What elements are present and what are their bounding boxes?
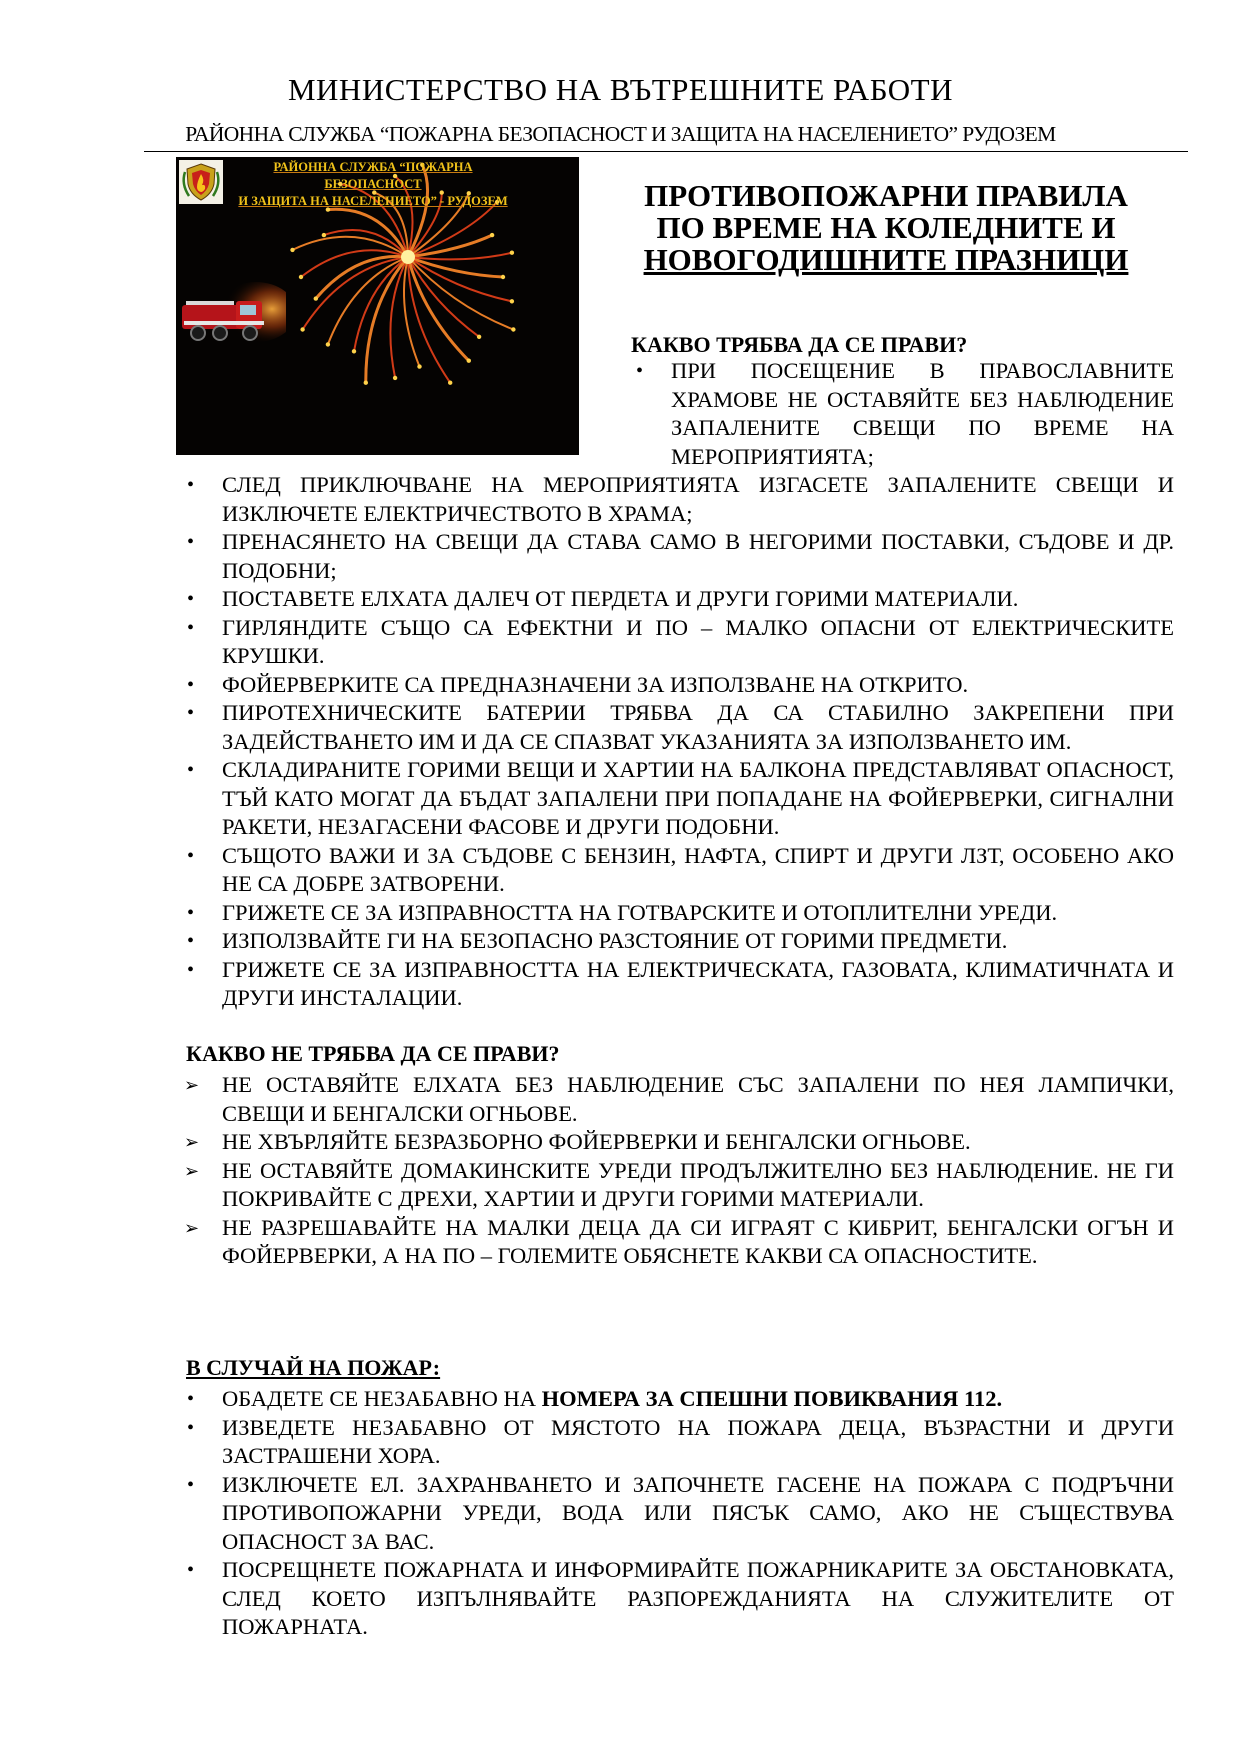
list-item-text: НЕ ОСТАВЯЙТЕ ЕЛХАТА БЕЗ НАБЛЮДЕНИЕ СЪС ЗАПАЛЕНИ ПО НЕЯ ЛАМПИЧКИ, СВЕЩИ И БЕНГАЛСКИ ОГНЬОВЕ. [222, 1072, 1174, 1126]
list-item-text: НЕ ХВЪРЛЯЙТЕ БЕЗРАЗБОРНО ФОЙЕРВЕРКИ И БЕНГАЛСКИ ОГНЬОВЕ. [222, 1129, 971, 1154]
bullet-icon: • [187, 1416, 195, 1439]
list-item-text: НЕ ОСТАВЯЙТЕ ДОМАКИНСКИТЕ УРЕДИ ПРОДЪЛЖИТЕЛНО БЕЗ НАБЛЮДЕНИЕ. НЕ ГИ ПОКРИВАЙТЕ С ДРЕХИ, ХАРТИИ И ДРУГИ ГОРИМИ МАТЕРИАЛИ. [222, 1157, 1174, 1211]
title-line3: НОВОГОДИШНИТЕ ПРАЗНИЦИ [643, 242, 1129, 277]
list-item-text: ГРИЖЕТЕ СЕ ЗА ИЗПРАВНОСТТА НА ГОТВАРСКИТЕ И ОТОПЛИТЕЛНИ УРЕДИ. [222, 899, 1058, 925]
list-item-text: ФОЙЕРВЕРКИТЕ СА ПРЕДНАЗНАЧЕНИ ЗА ИЗПОЛЗВАНЕ НА ОТКРИТО. [222, 671, 969, 697]
list-item-text: СКЛАДИРАНИТЕ ГОРИМИ ВЕЩИ И ХАРТИИ НА БАЛКОНА ПРЕДСТАВЛЯВАТ ОПАСНОСТ, ТЪЙ КАТО МОГАТ ДА БЪДАТ ЗАПАЛЕНИ ПРИ ПОПАДАНЕ НА ФОЙЕРВЕРКИ, СИГНАЛНИ РАКЕТИ, НЕЗАГАСЕНИ ФАСОВЕ И ДРУГИ ПОДОБНИ. [222, 757, 1174, 839]
bullet-icon: • [187, 1473, 195, 1496]
arrow-bullet-icon: ➢ [184, 1132, 200, 1152]
emergency-number: НОМЕРА ЗА СПЕШНИ ПОВИКВАНИЯ 112. [541, 1386, 1003, 1411]
bullet-icon: • [187, 930, 195, 952]
title-line1: ПРОТИВОПОЖАРНИ ПРАВИЛА [644, 178, 1128, 213]
header-photo [176, 157, 579, 455]
photo-caption-line1: РАЙОННА СЛУЖБА “ПОЖАРНА БЕЗОПАСНОСТ [273, 160, 473, 191]
list-item-text: СЛЕД ПРИКЛЮЧВАНЕ НА МЕРОПРИЯТИЯТА ИЗГАСЕТЕ ЗАПАЛЕНИТЕ СВЕЩИ И ИЗКЛЮЧЕТЕ ЕЛЕКТРИЧЕСТВОТО В ХРАМА; [222, 472, 1174, 526]
list-item [184, 1157, 1174, 1214]
list-item [187, 956, 1174, 1013]
arrow-bullet-icon: ➢ [184, 1075, 200, 1095]
list-item [187, 1556, 1174, 1642]
photo-caption-line2: И ЗАЩИТА НА НАСЕЛЕНИЕТО” - РУДОЗЕМ [238, 194, 508, 208]
ministry-heading: МИНИСТЕРСТВО НА ВЪТРЕШНИТЕ РАБОТИ [287, 72, 953, 107]
list-item-text: ИЗВЕДЕТЕ НЕЗАБАВНО ОТ МЯСТОТО НА ПОЖАРА ДЕЦА, ВЪЗРАСТНИ И ДРУГИ ЗАСТРАШЕНИ ХОРА. [222, 1414, 1174, 1468]
list-item [187, 842, 1174, 899]
list-item-text: ИЗПОЛЗВАЙТЕ ГИ НА БЕЗОПАСНО РАЗСТОЯНИЕ ОТ ГОРИМИ ПРЕДМЕТИ. [222, 928, 1008, 953]
list-item-text: ПОСТАВЕТЕ ЕЛХАТА ДАЛЕЧ ОТ ПЕРДЕТА И ДРУГИ ГОРИМИ МАТЕРИАЛИ. [222, 586, 1019, 611]
list-item-text: ПИРОТЕХНИЧЕСКИТЕ БАТЕРИИ ТРЯБВА ДА СА СТАБИЛНО ЗАКРЕПЕНИ ПРИ ЗАДЕЙСТВАНЕТО ИМ И ДА СЕ СПАЗВАТ УКАЗАНИЯТА ЗА ИЗПОЛЗВАНЕТО ИМ. [222, 700, 1174, 754]
service-heading: РАЙОННА СЛУЖБА “ПОЖАРНА БЕЗОПАСНОСТ И ЗАЩИТА НА НАСЕЛЕНИЕТО” РУДОЗЕМ [185, 122, 1056, 146]
list-item [187, 1385, 1174, 1414]
list-item [187, 756, 1174, 842]
list-item-text: ГИРЛЯНДИТЕ СЪЩО СА ЕФЕКТНИ И ПО – МАЛКО ОПАСНИ ОТ ЕЛЕКТРИЧЕСКИТЕ КРУШКИ. [222, 614, 1174, 668]
bullet-icon: • [636, 360, 644, 382]
list-item [187, 471, 1174, 528]
dont-heading: КАКВО НЕ ТРЯБВА ДА СЕ ПРАВИ? [186, 1041, 560, 1066]
list-item [187, 585, 1174, 614]
list-item [184, 1071, 1174, 1128]
bullet-icon: • [187, 958, 195, 981]
bullet-icon: • [187, 901, 195, 924]
list-item-text: СЪЩОТО ВАЖИ И ЗА СЪДОВЕ С БЕНЗИН, НАФТА, СПИРТ И ДРУГИ ЛЗТ, ОСОБЕНО АКО НЕ СА ДОБРЕ ЗАТВОРЕНИ. [222, 842, 1174, 896]
bullet-icon: • [187, 588, 195, 610]
arrow-bullet-icon: ➢ [184, 1160, 200, 1181]
bullet-icon: • [187, 673, 195, 696]
list-item [187, 899, 1174, 928]
bullet-icon: • [187, 844, 195, 867]
bullet-icon: • [187, 1388, 195, 1410]
bullet-icon: • [187, 702, 195, 724]
do-heading: КАКВО ТРЯБВА ДА СЕ ПРАВИ? [631, 332, 968, 357]
bullet-icon: • [187, 1559, 195, 1581]
document-title [626, 180, 1146, 276]
list-item [187, 671, 1174, 700]
list-item [184, 1128, 1174, 1157]
arrow-bullet-icon: ➢ [184, 1217, 200, 1238]
bullet-icon: • [187, 531, 195, 553]
list-item-text: ИЗКЛЮЧЕТЕ ЕЛ. ЗАХРАНВАНЕТО И ЗАПОЧНЕТЕ ГАСЕНЕ НА ПОЖАРА С ПОДРЪЧНИ ПРОТИВОПОЖАРНИ УРЕДИ, ВОДА ИЛИ ПЯСЪК САМО, АКО НЕ СЪЩЕСТВУВА ОПАСНОСТ ЗА ВАС. [222, 1471, 1174, 1554]
fire-heading: В СЛУЧАЙ НА ПОЖАР: [186, 1355, 441, 1380]
fire-list [187, 1385, 1174, 1642]
list-item-text: ПРИ ПОСЕЩЕНИЕ В ПРАВОСЛАВНИТЕ ХРАМОВЕ НЕ ОСТАВЯЙТЕ БЕЗ НАБЛЮДЕНИЕ ЗАПАЛЕНИТЕ СВЕЩИ ПО ВРЕМЕ НА МЕРОПРИЯТИЯТА; [671, 358, 1174, 469]
list-item [187, 528, 1174, 585]
do-list [187, 471, 1174, 1013]
list-item [187, 614, 1174, 671]
list-item [187, 699, 1174, 756]
do-list-top [636, 357, 1174, 471]
list-item [187, 927, 1174, 956]
list-item-text: ОБАДЕТЕ СЕ НЕЗАБАВНО НА [222, 1386, 542, 1411]
bullet-icon: • [187, 474, 195, 496]
photo-caption [238, 159, 508, 210]
list-item [187, 1471, 1174, 1557]
list-item-text: НЕ РАЗРЕШАВАЙТЕ НА МАЛКИ ДЕЦА ДА СИ ИГРАЯТ С КИБРИТ, БЕНГАЛСКИ ОГЪН И ФОЙЕРВЕРКИ, А НА ПО – ГОЛЕМИТЕ ОБЯСНЕТЕ КАКВИ СА ОПАСНОСТИТЕ. [222, 1214, 1174, 1268]
list-item-text: ГРИЖЕТЕ СЕ ЗА ИЗПРАВНОСТТА НА ЕЛЕКТРИЧЕСКАТА, ГАЗОВАТА, КЛИМАТИЧНАТА И ДРУГИ ИНСТАЛАЦИИ. [222, 956, 1174, 1010]
list-item-text: ПОСРЕЩНЕТЕ ПОЖАРНАТА И ИНФОРМИРАЙТЕ ПОЖАРНИКАРИТЕ ЗА ОБСТАНОВКАТА, СЛЕД КОЕТО ИЗПЪЛНЯВАЙТЕ РАЗПОРЕЖДАНИЯТА НА СЛУЖИТЕЛИТЕ ОТ ПОЖАРНАТА. [222, 1557, 1174, 1639]
bullet-icon: • [187, 616, 195, 639]
fire-truck-icon [176, 277, 286, 357]
list-item [187, 1414, 1174, 1471]
dont-list [184, 1071, 1174, 1271]
list-item [184, 1214, 1174, 1271]
bullet-icon: • [187, 759, 195, 781]
emblem-icon [179, 160, 223, 204]
list-item [636, 357, 1174, 471]
list-item-text: ПРЕНАСЯНЕТО НА СВЕЩИ ДА СТАВА САМО В НЕГОРИМИ ПОСТАВКИ, СЪДОВЕ И ДР. ПОДОБНИ; [222, 529, 1174, 583]
header-divider [144, 151, 1188, 152]
title-line2: ПО ВРЕМЕ НА КОЛЕДНИТЕ И [656, 210, 1116, 245]
